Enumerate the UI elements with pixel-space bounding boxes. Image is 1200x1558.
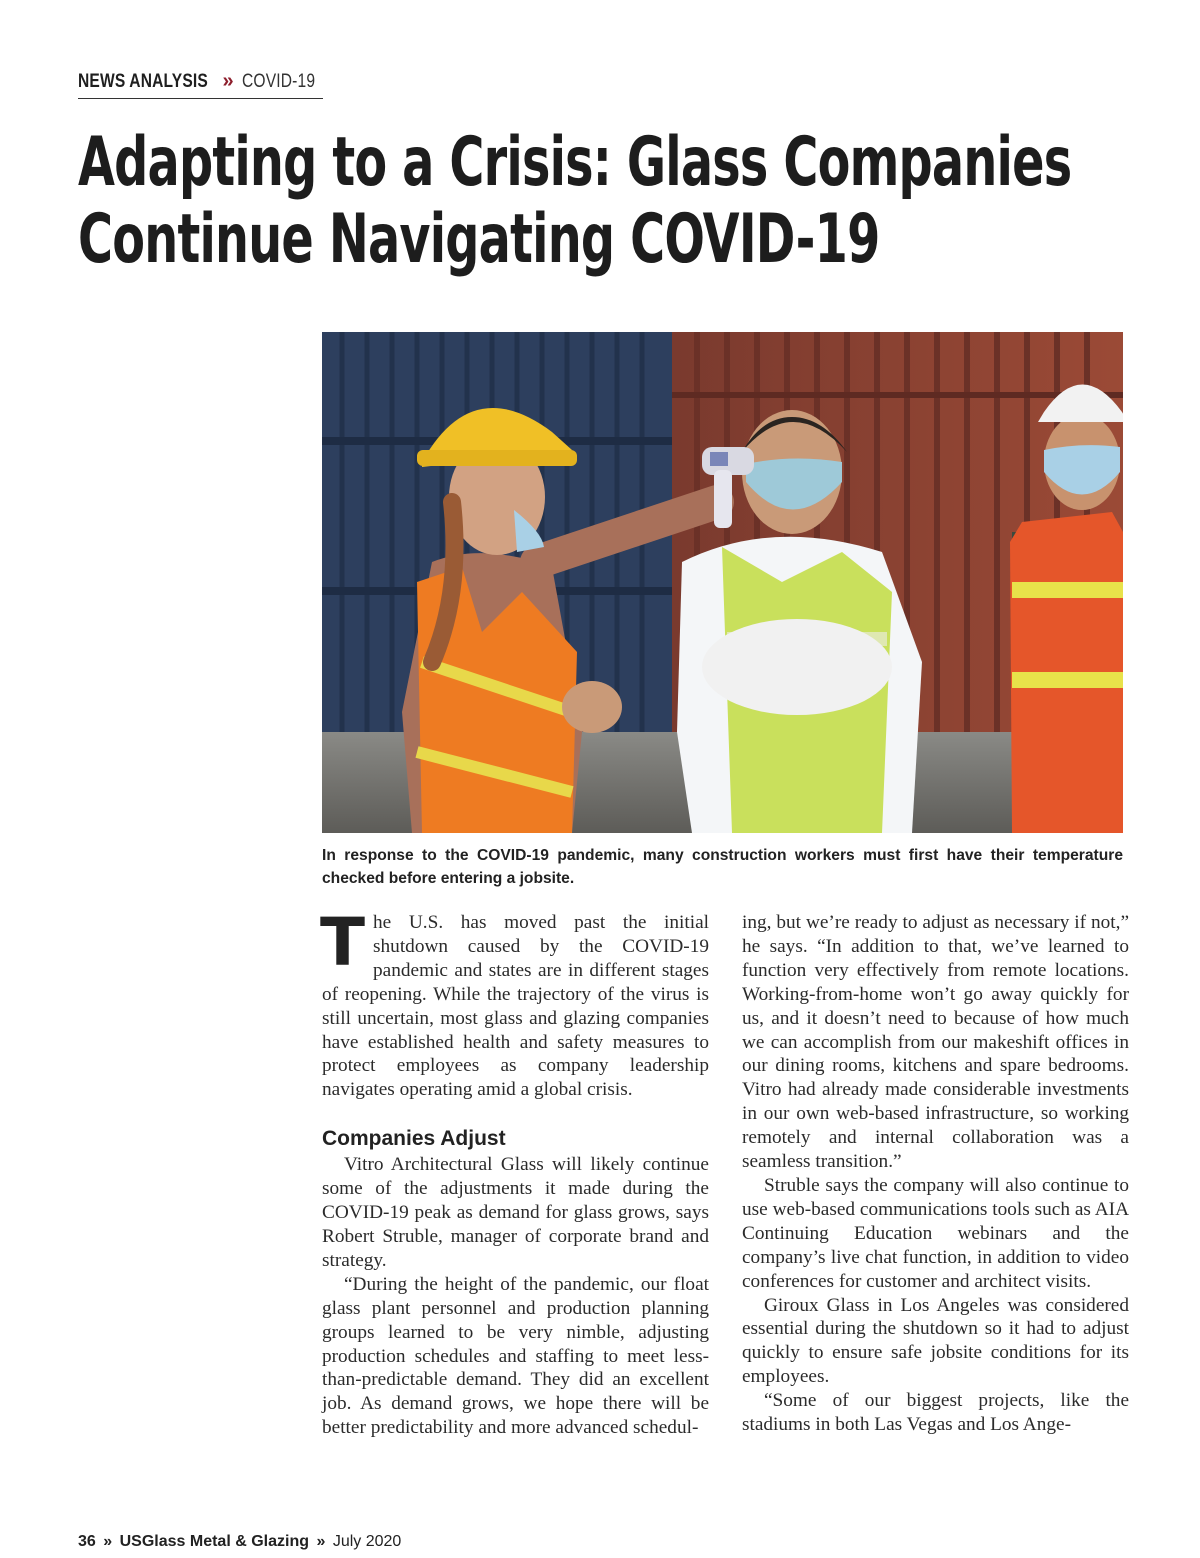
article-column-1: [320, 904, 709, 1440]
drop-cap: T: [320, 904, 366, 981]
section-kicker: [78, 70, 323, 99]
issue-date: July 2020: [332, 1533, 402, 1550]
page-number: 36: [78, 1533, 96, 1550]
body-paragraph: Giroux Glass in Los Angeles was considered essential during the shutdown so it had to adjust quickly to ensure safe jobsite conditions for its employees.: [742, 1294, 1129, 1388]
body-paragraph: Struble says the company will also continue to use web-based communications tools such as AIA Continuing Education webinars and the company’s live chat function, in addition to video conferences for customer and architect visits.: [742, 1174, 1129, 1292]
section-label: NEWS ANALYSIS: [78, 70, 208, 92]
body-paragraph: ing, but we’re ready to adjust as necessary if not,” he says. “In addition to that, we’ve learned to function very effectively from remote locations. Working-from-home won’t go away quickly for us, and it doesn’t need to because of how much we can accomplish from our makeshift offices in our dining rooms, kitchens and spare bedrooms. Vitro had already made considerable investments in our own web-based infrastructure, so working remotely and internal collaboration was a seamless transition.”: [742, 912, 1129, 1173]
article-title: [78, 124, 1071, 278]
title-line-2: Continue Navigating COVID-19: [78, 200, 880, 279]
chevron-separator-icon: »: [103, 1533, 113, 1550]
body-paragraph: “During the height of the pandemic, our float glass plant personnel and production planning groups learned to be very nimble, adjusting production schedules and staffing to meet less-than-predictable demand. They did an excellent job. As demand grows, we hope there will be better predictability and more advanced schedul-: [322, 1273, 709, 1439]
chevron-separator-icon: »: [316, 1533, 326, 1550]
body-paragraph: “Some of our biggest projects, like the stadiums in both Las Vegas and Los Ange-: [742, 1390, 1129, 1436]
intro-paragraph: [320, 904, 709, 1102]
article-column-2: [742, 911, 1129, 1437]
chevron-separator-icon: »: [222, 70, 234, 92]
article-photo: [322, 332, 1123, 833]
body-paragraph: Vitro Architectural Glass will likely continue some of the adjustments it made during the COVID-19 peak as demand for glass grows, says Robert Struble, manager of corporate brand and strategy.: [322, 1154, 709, 1271]
subhead-companies-adjust: Companies Adjust: [322, 1127, 506, 1151]
intro-text: he U.S. has moved past the initial shutdown caused by the COVID-19 pandemic and states are in different stages of reopening. While the trajectory of the virus is still uncertain, most glass and glazing companies have established health and safety measures to protect employees as company leadership navigates operating amid a global crisis.: [322, 912, 709, 1101]
temperature-check-photo: [322, 332, 1123, 833]
publication-name: USGlass Metal & Glazing: [119, 1533, 309, 1550]
topic-label: COVID-19: [241, 70, 316, 92]
page-footer: [78, 1533, 401, 1551]
title-line-1: Adapting to a Crisis: Glass Companies: [78, 123, 1072, 202]
photo-caption: In response to the COVID-19 pandemic, many construction workers must first have their temperature checked before entering a jobsite.: [322, 847, 1123, 887]
